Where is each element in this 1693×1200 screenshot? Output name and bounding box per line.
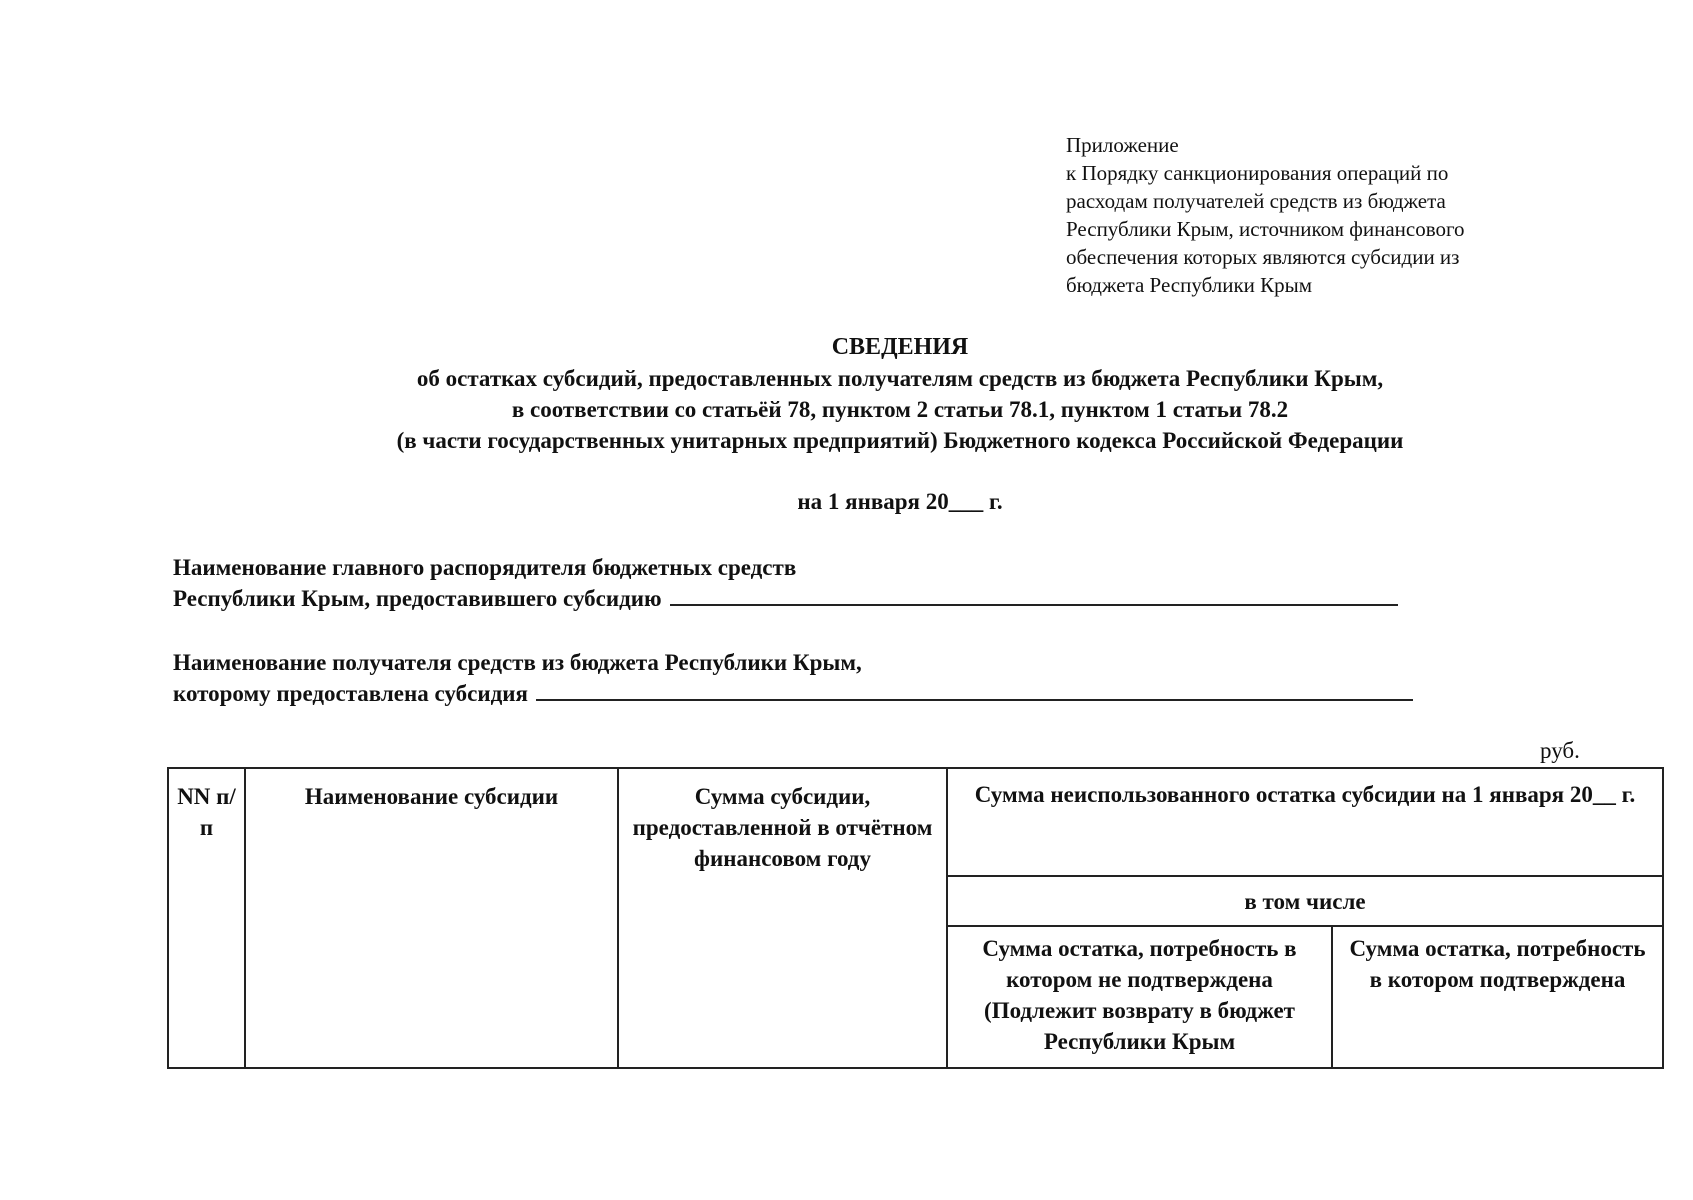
- appendix-line: к Порядку санкционирования операций по: [1066, 161, 1449, 185]
- header-subsidy-sum: Сумма субсидии, предоставленной в отчётном финансовом году: [618, 768, 947, 1068]
- appendix-line: расходам получателей средств из бюджета: [1066, 189, 1446, 213]
- title-subline: об остатках субсидий, предоставленных получателям средств из бюджета Республики Крым,: [416, 366, 1384, 391]
- appendix-line: бюджета Республики Крым: [1066, 273, 1313, 297]
- header-including: в том числе: [947, 876, 1663, 926]
- header-subsidy-name: Наименование субсидии: [245, 768, 618, 1068]
- appendix-line: Республики Крым, источником финансового: [1066, 217, 1465, 241]
- header-unused-balance: Сумма неиспользованного остатка субсидии на 1 января 20__ г.: [947, 768, 1663, 876]
- recipient-label-line1: Наименование получателя средств из бюджета Республики Крым,: [173, 650, 862, 675]
- document-title: [280, 332, 1520, 456]
- distributor-label-line2: Республики Крым, предоставившего субсидию: [173, 583, 1398, 614]
- report-date: на 1 января 20___ г.: [797, 489, 1003, 514]
- appendix-header: [1066, 131, 1626, 299]
- recipient-blank[interactable]: [536, 683, 1413, 701]
- appendix-line: обеспечения которых являются субсидии из: [1066, 245, 1460, 269]
- distributor-field: [173, 552, 1398, 614]
- recipient-field: [173, 647, 1413, 709]
- currency-unit: руб.: [1540, 738, 1580, 763]
- distributor-label-line1: Наименование главного распорядителя бюджетных средств: [173, 555, 797, 580]
- header-confirmed: Сумма остатка, потребность в котором подтверждена: [1332, 926, 1663, 1068]
- subsidy-table: [167, 767, 1664, 1069]
- appendix-line: Приложение: [1066, 133, 1179, 157]
- title-main: СВЕДЕНИЯ: [831, 334, 969, 360]
- title-subline: (в части государственных унитарных предприятий) Бюджетного кодекса Российской Федерации: [396, 428, 1404, 453]
- distributor-blank[interactable]: [670, 588, 1398, 606]
- header-not-confirmed: Сумма остатка, потребность в котором не подтверждена (Подлежит возврату в бюджет Республики Крым: [947, 926, 1332, 1068]
- recipient-label-line2: которому предоставлена субсидия: [173, 678, 1413, 709]
- title-subline: в соответствии со статьёй 78, пунктом 2 статьи 78.1, пунктом 1 статьи 78.2: [511, 397, 1289, 422]
- header-nn: NN п/п: [168, 768, 245, 1068]
